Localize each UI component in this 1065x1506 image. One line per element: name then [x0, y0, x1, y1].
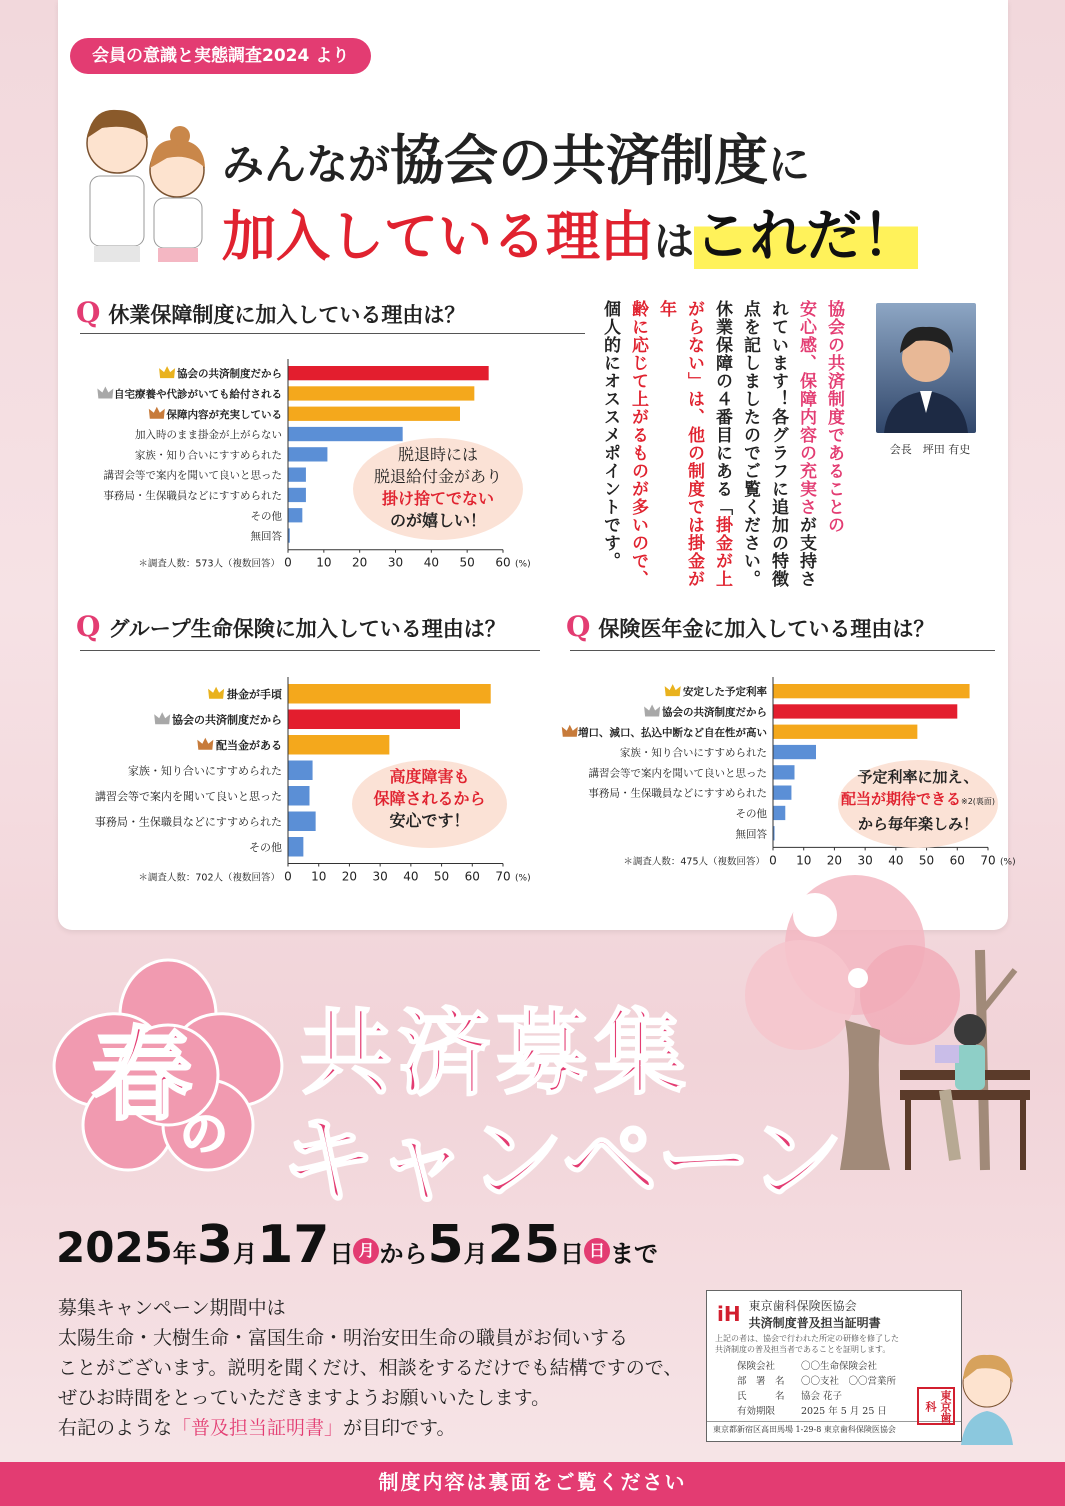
weekday-badge: 日: [584, 1238, 610, 1264]
crown-icon: [562, 725, 578, 737]
tick-label: 60: [949, 853, 965, 868]
crown-icon: [159, 366, 175, 378]
bar: [288, 427, 403, 441]
bar: [288, 508, 302, 522]
tick-label: 10: [316, 555, 332, 570]
divider: [570, 650, 995, 651]
bar: [288, 386, 474, 400]
bar: [288, 761, 313, 781]
headline-text: は: [654, 219, 694, 265]
date-unit: 月: [233, 1240, 258, 1268]
certificate-row: 部 署 名 〇〇支社 〇〇営業所: [737, 1376, 897, 1387]
date-unit: 年: [172, 1240, 197, 1268]
callout-text: 配当が期待できる: [840, 790, 961, 808]
tick-label: 30: [387, 555, 404, 570]
category-label: 配当金がある: [216, 738, 282, 752]
tick-label: 30: [857, 853, 873, 868]
category-label: 家族・知り合いにすすめられた: [127, 764, 282, 778]
bar: [773, 725, 917, 739]
president-message: [596, 300, 848, 600]
chart1-question-text: 休業保障制度に加入している理由は？: [108, 303, 466, 327]
tick-label: 10: [311, 869, 327, 884]
campaign-title: 共済募集: [300, 1000, 693, 1107]
headline-text: に: [768, 140, 811, 189]
category-label: 保障内容が充実している: [166, 408, 282, 421]
category-label: その他: [735, 807, 767, 820]
category-label: 増口、減口、払込中断など自在性が高い: [578, 726, 767, 739]
divider: [80, 650, 540, 651]
callout-text: 保障されるから: [373, 789, 486, 808]
category-label: その他: [249, 840, 282, 854]
bar: [288, 488, 306, 502]
bar: [773, 684, 970, 698]
chart3-callout: [838, 760, 998, 848]
callout-text: のが嬉しい！: [389, 511, 486, 530]
weekday-badge: 月: [353, 1238, 379, 1264]
chart1-callout: [353, 438, 523, 540]
chart2-question: [76, 610, 506, 643]
president-caption: 会長 坪田 有史: [889, 443, 971, 456]
tick-label: 0: [284, 869, 292, 884]
bar: [288, 684, 491, 704]
date-unit: 月: [463, 1240, 488, 1268]
category-label: 家族・知り合いにすすめられた: [134, 449, 282, 462]
crown-icon: [154, 712, 170, 724]
paragraph-line: 太陽生命・大樹生命・富国生命・明治安田生命の職員がお伺いする: [58, 1327, 629, 1349]
paragraph-line: 右記のような「普及担当証明書」が目印です。: [58, 1417, 456, 1439]
bar: [288, 837, 303, 857]
q-icon: Q: [76, 296, 101, 329]
tick-label: 20: [352, 555, 368, 570]
callout-text: 高度障害も: [389, 767, 470, 786]
category-label: 講習会等で案内を聞いて良いと思った: [95, 789, 282, 803]
tick-label: 0: [284, 555, 292, 570]
tick-label: 50: [459, 555, 475, 570]
chart2-question-text: グループ生命保険に加入している理由は？: [108, 617, 506, 641]
date-unit: 日: [560, 1240, 585, 1268]
campaign-haru: 春: [92, 1017, 192, 1134]
message-line: 協会の共済制度であることの 安心感、保障内容の充実さが支持さ れています！各グラフに追加の特徴 点を記しましたのでご覧ください。 休業保障の４番目にある「掛金が上 がらない」は、他の制度では掛金が年 齢に応じて上がるものが多いので、 個人的にオススメポイントです。: [600, 300, 844, 588]
callout-text: 脱退給付金があり: [373, 467, 502, 486]
category-label: 講習会等で案内を聞いて良いと思った: [103, 469, 282, 482]
tick-label: 20: [341, 869, 358, 884]
chart3-question-text: 保険医年金に加入している理由は？: [598, 617, 935, 641]
staff-illustration: [72, 98, 222, 263]
crown-icon: [97, 386, 113, 398]
category-label: 無回答: [250, 530, 282, 543]
survey-note: ＊調査人数：702人（複数回答）: [138, 872, 280, 884]
crown-icon: [149, 407, 165, 419]
footer-bar: 制度内容は裏面をご覧ください: [0, 1462, 1065, 1506]
staff-woman-illustration: [955, 1345, 1020, 1445]
category-label: 安定した予定利率: [683, 686, 767, 699]
campaign-description: [58, 1293, 698, 1443]
certificate-row: 保険会社 〇〇生命保険会社: [737, 1361, 878, 1372]
q-icon: Q: [566, 610, 591, 643]
chart1-question: [76, 296, 465, 329]
callout-text: 脱退時には: [397, 445, 478, 464]
tick-label: 50: [433, 869, 450, 884]
tick-label: 70: [495, 869, 511, 884]
callout-footnote: ※2(裏面): [960, 797, 996, 806]
certificate-address: 東京都新宿区高田馬場 1-29-8 東京歯科保険医協会: [707, 1421, 961, 1437]
bar: [288, 468, 306, 482]
date-unit: 日: [329, 1240, 354, 1268]
bar: [288, 710, 460, 730]
bar: [288, 366, 489, 380]
headline-text: 加入している理由: [222, 205, 654, 268]
chart3-question: [566, 610, 934, 643]
category-label: 家族・知り合いにすすめられた: [619, 747, 767, 760]
paragraph-line: 募集キャンペーン期間中は: [58, 1297, 286, 1319]
paragraph-line: ことがございます。説明を聞くだけ、相談をするだけでも結構ですので、: [58, 1357, 683, 1379]
category-label: 事務局・生保職員などにすすめられた: [588, 787, 767, 800]
callout-text: 掛け捨てでない: [381, 489, 494, 508]
certificate-desc: 上記の者は、協会で行われた所定の研修を修了した: [715, 1334, 899, 1343]
bar: [773, 745, 816, 759]
date-day: 17: [257, 1215, 330, 1275]
category-label: 協会の共済制度だから: [662, 706, 767, 719]
headline-text: これだ！: [694, 204, 918, 269]
headline-line2: [222, 192, 918, 272]
survey-note: ＊調査人数：573人（複数回答）: [138, 558, 280, 570]
unit-label: (%): [515, 873, 531, 884]
bar: [773, 786, 791, 800]
callout-text: 安心です！: [389, 811, 470, 830]
date-year: 2025: [56, 1223, 173, 1272]
tick-label: 60: [464, 869, 480, 884]
bar: [773, 806, 785, 820]
certificate-stamp: 東京歯科: [917, 1387, 955, 1425]
tick-label: 0: [769, 853, 777, 868]
category-label: 加入時のまま掛金が上がらない: [135, 429, 282, 442]
president-photo: [876, 303, 976, 433]
certificate-desc: 共済制度の普及担当者であることを証明します。: [715, 1345, 891, 1354]
date-day: 25: [487, 1215, 561, 1275]
tick-label: 30: [372, 869, 388, 884]
category-label: 講習会等で案内を聞いて良いと思った: [588, 767, 767, 780]
certificate-row: 有効期限 2025 年 5 月 25 日: [737, 1406, 887, 1417]
crown-icon: [665, 684, 681, 696]
headline-text: みんなが: [222, 140, 391, 189]
crown-icon: [208, 687, 224, 699]
bar: [773, 765, 795, 779]
headline-text: 協会の共済制度: [390, 129, 769, 192]
bar: [288, 786, 310, 806]
category-label: 協会の共済制度だから: [172, 713, 282, 727]
category-label: 無回答: [735, 828, 767, 841]
bar: [288, 407, 460, 421]
tick-label: 20: [826, 853, 843, 868]
tick-label: 40: [423, 555, 439, 570]
category-label: 事務局・生保職員などにすすめられた: [94, 815, 282, 829]
certificate-sample: [706, 1290, 962, 1442]
headline-line1: [222, 118, 810, 195]
unit-label: (%): [1000, 857, 1016, 868]
bar: [288, 447, 327, 461]
callout-text: から毎年楽しみ！: [857, 815, 978, 833]
chart2-callout: [352, 760, 507, 848]
paragraph-line: ぜひお時間をとっていただきますようお願いいたします。: [58, 1387, 551, 1409]
campaign-subtitle: キャンペーン: [280, 1105, 843, 1217]
unit-label: (%): [515, 559, 531, 570]
date-month: 3: [196, 1215, 234, 1275]
category-label: その他: [250, 510, 282, 523]
category-label: 自宅療養や代診がいても給付される: [114, 388, 282, 401]
bar: [288, 812, 316, 832]
survey-note: ＊調査人数：475人（複数回答）: [623, 856, 765, 868]
tick-label: 60: [495, 555, 511, 570]
campaign-no: の: [180, 1106, 229, 1162]
crown-icon: [197, 738, 213, 750]
bar: [288, 735, 389, 755]
tick-label: 40: [888, 853, 904, 868]
association-logo-icon: iH: [717, 1302, 741, 1326]
tick-label: 50: [918, 853, 935, 868]
tick-label: 10: [796, 853, 812, 868]
campaign-period: [56, 1215, 658, 1275]
tick-label: 40: [403, 869, 419, 884]
tick-label: 70: [980, 853, 996, 868]
crown-icon: [644, 704, 660, 716]
date-connector: まで: [610, 1240, 659, 1268]
bar: [773, 704, 957, 718]
date-month: 5: [427, 1215, 464, 1275]
divider: [80, 333, 585, 334]
category-label: 掛金が手頃: [227, 687, 282, 701]
certificate-org: 東京歯科保険医協会: [748, 1299, 857, 1313]
certificate-row: 氏 名 協会 花子: [737, 1391, 843, 1402]
survey-tag: 会員の意識と実態調査2024 より: [70, 38, 371, 74]
callout-text: 予定利率に加え、: [857, 768, 979, 786]
q-icon: Q: [76, 610, 101, 643]
category-label: 協会の共済制度だから: [177, 368, 282, 381]
reading-woman-illustration: [740, 880, 1050, 1200]
certificate-title: 共済制度普及担当証明書: [748, 1316, 881, 1330]
category-label: 事務局・生保職員などにすすめられた: [103, 489, 282, 502]
date-connector: から: [379, 1240, 428, 1268]
